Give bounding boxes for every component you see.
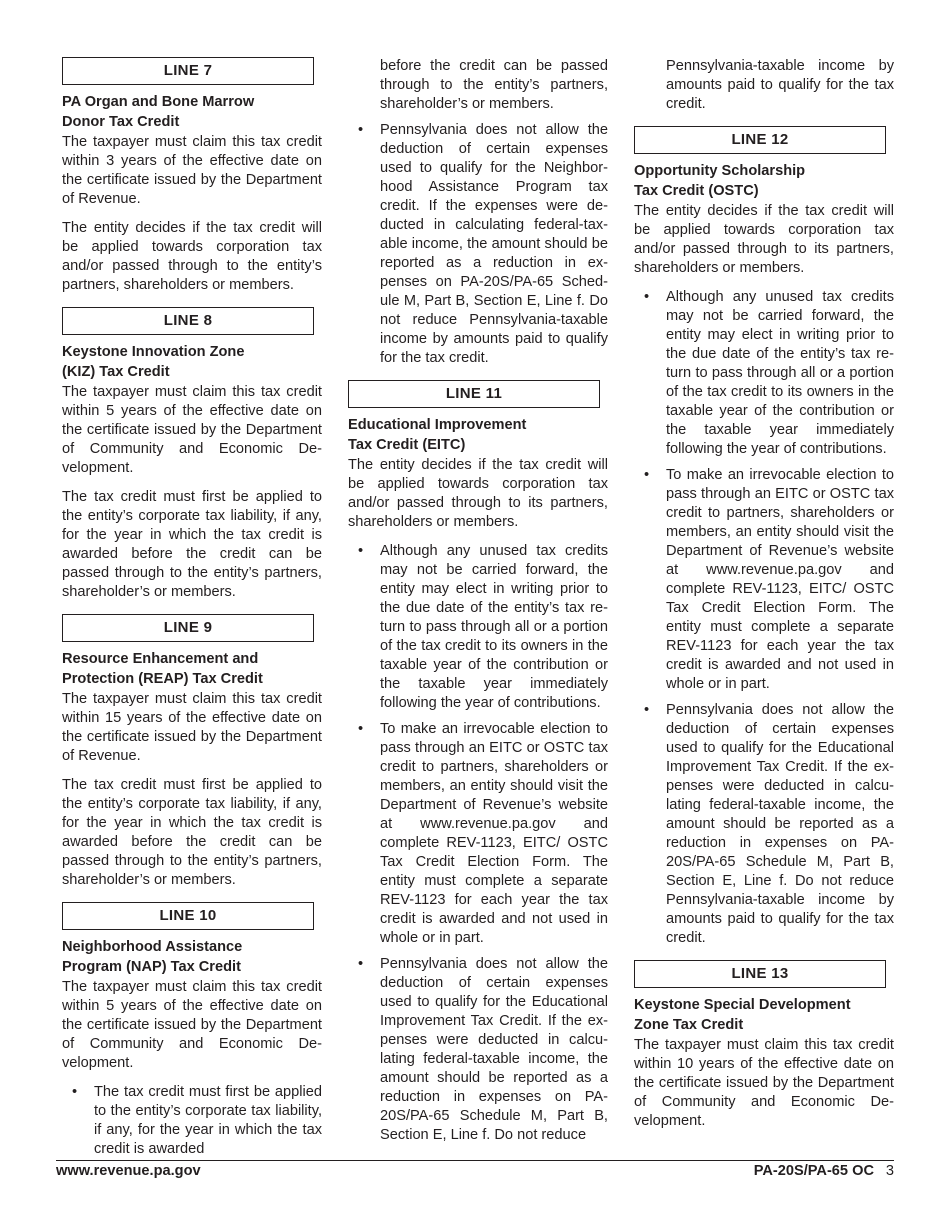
line-11-heading-a: Educational Improvement — [348, 417, 527, 433]
line-11-heading — [348, 416, 608, 455]
page-number: 3 — [885, 1163, 894, 1179]
bullet-icon: • — [644, 702, 650, 718]
list-item — [634, 288, 894, 459]
bullet-icon: • — [358, 122, 364, 138]
column-2 — [348, 57, 608, 1153]
line-8-header: LINE 8 — [62, 307, 314, 335]
line-7-heading-b: Donor Tax Credit — [62, 113, 180, 130]
line-8-heading — [62, 343, 322, 382]
bullet-icon: • — [358, 956, 364, 972]
line-10-paragraph: The taxpayer must claim this tax credit within 5 years of the effective date on the certificate issued by the Department of Community and Economic Development. — [62, 979, 322, 1071]
line-10-heading-b: Program (NAP) Tax Credit — [62, 958, 241, 975]
list-item-text: Pennsylvania does not allow the deduction of certain expenses used to qualify for the Educational Improvement Tax Credit. If the expenses were deducted in calculating federal-taxable income, the amount should be reported as a reduction in expenses on PA-20S/PA-65 Schedule M, Part B, Section E, Line f. Do not reduce — [380, 956, 608, 1143]
list-item — [634, 57, 894, 114]
line-13-heading — [634, 996, 894, 1035]
line-11-paragraph: The entity decides if the tax credit will be applied towards corporation tax and/or passed through to its partners, shareholders or members. — [348, 457, 608, 530]
list-item — [634, 701, 894, 948]
line-9-heading-b: Protection (REAP) Tax Credit — [62, 670, 263, 687]
list-item — [634, 466, 894, 694]
line-9-paragraph: The tax credit must first be applied to the entity’s corporate tax liability, if any, for the year in which the tax credit is awarded before the credit can be passed through to the entity’s partners, shareholder’s or members. — [62, 777, 322, 888]
line-12-bullet-list — [634, 288, 894, 948]
line-10-bullet-list — [62, 1083, 322, 1159]
line-10-header: LINE 10 — [62, 902, 314, 930]
bullet-icon: • — [72, 1084, 78, 1100]
line-11-header: LINE 11 — [348, 380, 600, 408]
line-12-heading-b: Tax Credit (OSTC) — [634, 182, 759, 199]
bullet-icon: • — [358, 543, 364, 559]
line-10-heading — [62, 938, 322, 977]
line-11-heading-b: Tax Credit (EITC) — [348, 436, 466, 453]
line-7-heading — [62, 93, 322, 132]
bullet-icon: • — [644, 467, 650, 483]
list-item-text: Pennsylvania-taxable income by amounts paid to qualify for the tax credit. — [666, 58, 894, 112]
line-8-paragraph: The tax credit must first be applied to the entity’s corporate tax liability, if any, for the year in which the tax credit is awarded before the credit can be passed through to the entity’s partners, shareholder’s or members. — [62, 489, 322, 600]
list-item-text: Although any unused tax credits may not be carried forward, the entity may elect in writing prior to the due date of the entity’s tax return to pass through all or a portion of the tax credit to its owners in the taxable year of the contribution or the taxable year immediately following the year of contributions. — [380, 543, 608, 711]
line-12-heading-a: Opportunity Scholarship — [634, 163, 806, 179]
list-item-text: Although any unused tax credits may not be carried forward, the entity may elect in writing prior to the due date of the entity’s tax return to pass through all or a portion of the tax credit to its owners in the taxable year of the contribution or the taxable year immediately following the year of contributions. — [666, 289, 894, 457]
line-13-heading-a: Keystone Special Development — [634, 997, 851, 1013]
line-8-heading-b: (KIZ) Tax Credit — [62, 363, 170, 380]
list-item-text: To make an irrevocable election to pass through an EITC or OSTC tax credit to partners, shareholders or members, an entity should visit the Department of Revenue’s website at www.revenue.pa.gov and complete REV-1123, EITC/ OSTC Tax Credit Election Form. The entity must complete a separate REV-1123 for each year the tax credit is awarded and not used in whole or in part. — [666, 467, 894, 692]
list-item — [348, 542, 608, 713]
line-8-paragraph: The taxpayer must claim this tax credit within 5 years of the effective date on the certificate issued by the Department of Community and Economic Development. — [62, 384, 322, 476]
continued-bullet-list — [634, 57, 894, 114]
column-1 — [62, 57, 322, 1167]
line-7-paragraph: The taxpayer must claim this tax credit within 3 years of the effective date on the certificate issued by the Department of Revenue. — [62, 134, 322, 207]
list-item — [348, 121, 608, 368]
line-7-heading-a: PA Organ and Bone Marrow — [62, 94, 255, 110]
line-9-heading-a: Resource Enhancement and — [62, 651, 259, 667]
list-item-text: To make an irrevocable election to pass through an EITC or OSTC tax credit to partners, shareholders or members, an entity should visit the Department of Revenue’s website at www.revenue.pa.gov and complete REV-1123, EITC/ OSTC Tax Credit Election Form. The entity must complete a separate REV-1123 for each year the tax credit is awarded and not used in whole or in part. — [380, 721, 608, 946]
footer-divider — [56, 1160, 894, 1161]
footer-website: www.revenue.pa.gov — [56, 1163, 201, 1179]
list-item-text: The tax credit must first be applied to the entity’s corporate tax liability, if any, for the year in which the tax credit is awarded — [94, 1084, 322, 1157]
line-7-header: LINE 7 — [62, 57, 314, 85]
list-item — [348, 720, 608, 948]
bullet-icon: • — [358, 721, 364, 737]
continued-bullet-list — [348, 57, 608, 368]
line-12-heading — [634, 162, 894, 201]
list-item — [348, 57, 608, 114]
line-12-paragraph: The entity decides if the tax credit will be applied towards corporation tax and/or passed through to its partners, shareholders or members. — [634, 203, 894, 276]
list-item — [62, 1083, 322, 1159]
line-8-heading-a: Keystone Innovation Zone — [62, 344, 245, 360]
list-item — [348, 955, 608, 1145]
footer-form-id: PA-20S/PA-65 OC — [753, 1163, 874, 1179]
line-13-heading-b: Zone Tax Credit — [634, 1016, 744, 1033]
list-item-text: Pennsylvania does not allow the deduction of certain expenses used to qualify for the Neighborhood Assistance Program tax credit. If the expenses were deducted in calculating federal-taxable income, the amount should be reported as a reduction in expenses on PA-20S/PA-65 Schedule M, Part B, Section E, Line f. Do not reduce Pennsylvania-taxable income by amounts paid to qualify for the tax credit. — [380, 122, 608, 366]
line-10-heading-a: Neighborhood Assistance — [62, 939, 243, 955]
line-12-header: LINE 12 — [634, 126, 886, 154]
line-13-paragraph: The taxpayer must claim this tax credit within 10 years of the effective date on the certificate issued by the Department of Community and Economic Development. — [634, 1037, 894, 1129]
line-9-header: LINE 9 — [62, 614, 314, 642]
line-7-paragraph: The entity decides if the tax credit will be applied towards corporation tax and/or passed through to the entity’s partners, shareholders or members. — [62, 220, 322, 293]
line-11-bullet-list — [348, 542, 608, 1145]
bullet-icon: • — [644, 289, 650, 305]
list-item-text: before the credit can be passed through to the entity’s partners, shareholder’s or members. — [380, 58, 608, 112]
line-9-heading — [62, 650, 322, 689]
column-3 — [634, 57, 894, 1141]
line-9-paragraph: The taxpayer must claim this tax credit within 15 years of the effective date on the certificate issued by the Department of Revenue. — [62, 691, 322, 764]
list-item-text: Pennsylvania does not allow the deduction of certain expenses used to qualify for the Educational Improvement Tax Credit. If the expenses were deducted in calculating federal-taxable income, the amount should be reported as a reduction in expenses on PA-20S/PA-65 Schedule M, Part B, Section E, Line f. Do not reduce Pennsylvania-taxable income by amounts paid to qualify for the tax credit. — [666, 702, 894, 946]
line-13-header: LINE 13 — [634, 960, 886, 988]
